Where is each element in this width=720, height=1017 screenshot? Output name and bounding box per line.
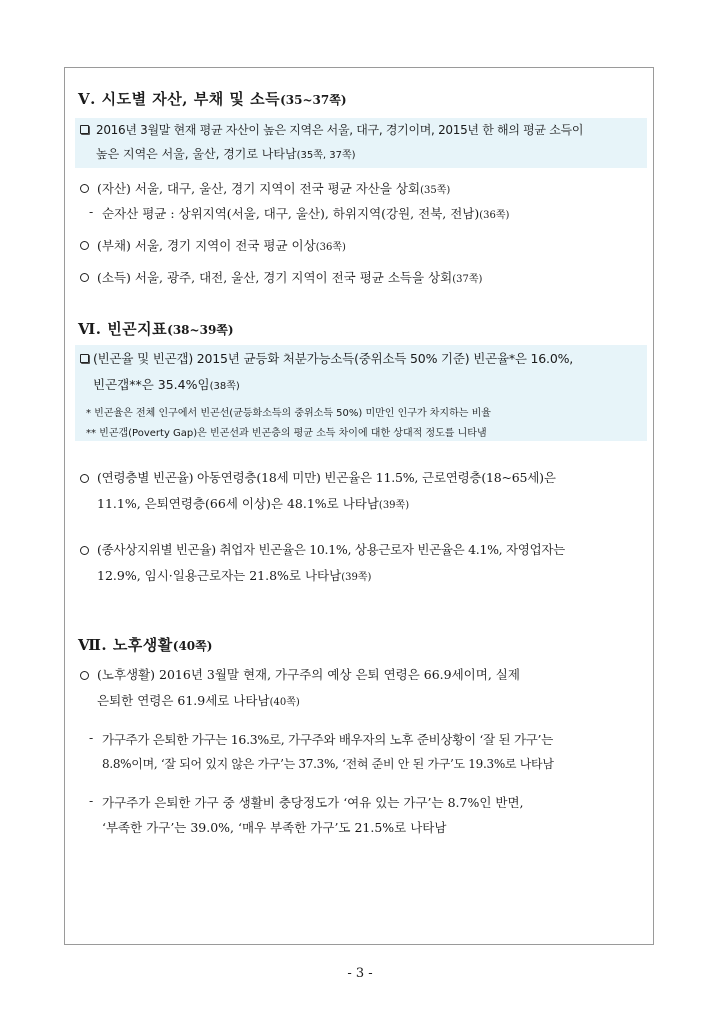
page-number: - 3 - — [347, 966, 373, 981]
circle-bullet-icon — [80, 184, 89, 193]
section-6-heading — [78, 318, 234, 339]
s5-bullet-3-ref: (37쪽) — [452, 274, 483, 285]
s6-box-line2-text: 빈곤갭**은 35.4%임 — [93, 377, 210, 392]
dash-bullet: - — [89, 793, 94, 808]
s5-bullet-2-text: (부채) 서울, 경기 지역이 전국 평균 이상 — [97, 238, 316, 253]
s6-footnote-1: * 빈곤율은 전체 인구에서 빈곤선(균등화소득의 중위소득 50%) 미만인 인구가 차지하는 비율 — [86, 408, 491, 419]
s5-box-line2-text: 높은 지역은 서울, 울산, 경기로 나타남 — [96, 147, 297, 161]
s5-bullet-2-ref: (36쪽) — [315, 242, 346, 253]
s6-bullet-2-line2 — [97, 566, 371, 584]
s5-dash-1 — [102, 204, 509, 222]
s6-bullet-1-line1: (연령층별 빈곤율) 아동연령층(18세 미만) 빈곤율은 11.5%, 근로연령층(18~65세)은 — [97, 470, 556, 485]
s5-bullet-3 — [97, 268, 482, 286]
circle-bullet-icon — [80, 671, 89, 680]
s7-bullet-1-line1: (노후생활) 2016년 3월말 현재, 가구주의 예상 은퇴 연령은 66.9세이며, 실제 — [97, 667, 520, 682]
section-5-heading — [78, 88, 347, 109]
s7-dash-1-line1: 가구주가 은퇴한 가구는 16.3%로, 가구주와 배우자의 노후 준비상황이 ‘잘 된 가구’는 — [102, 732, 553, 747]
section-6-ref: (38~39쪽) — [167, 323, 234, 337]
s6-bullet-1-line2 — [97, 494, 409, 512]
s6-box-line1: (빈곤율 및 빈곤갭) 2015년 균등화 처분가능소득(중위소득 50% 기준) 빈곤율*은 16.0%, — [93, 351, 574, 366]
circle-bullet-icon — [80, 273, 89, 282]
s5-bullet-1-text: (자산) 서울, 대구, 울산, 경기 지역이 전국 평균 자산을 상회 — [97, 181, 421, 196]
section-5-title: Ⅴ. 시도별 자산, 부채 및 소득 — [78, 90, 281, 108]
s5-box-line2 — [96, 145, 356, 162]
s6-bullet-1-line2-text: 11.1%, 은퇴연령층(66세 이상)은 48.1%로 나타남 — [97, 496, 379, 511]
square-bullet-icon — [80, 354, 89, 363]
dash-bullet: - — [89, 204, 94, 219]
s5-bullet-3-text: (소득) 서울, 광주, 대전, 울산, 경기 지역이 전국 평균 소득을 상회 — [97, 270, 453, 285]
circle-bullet-icon — [80, 474, 89, 483]
s5-bullet-1-ref: (35쪽) — [420, 185, 451, 196]
section-5-ref: (35~37쪽) — [280, 93, 347, 107]
dash-bullet: - — [89, 730, 94, 745]
s7-bullet-1-ref: (40쪽) — [269, 697, 300, 708]
s7-dash-2-line1: 가구주가 은퇴한 가구 중 생활비 충당정도가 ‘여유 있는 가구’는 8.7%인 반면, — [102, 795, 524, 810]
s5-dash-1-ref: (36쪽) — [479, 210, 510, 221]
s5-bullet-1 — [97, 179, 450, 197]
s6-bullet-2-line2-text: 12.9%, 임시·일용근로자는 21.8%로 나타남 — [97, 568, 342, 583]
section-7-title: Ⅶ. 노후생활 — [78, 636, 173, 654]
section-6-title: Ⅵ. 빈곤지표 — [78, 320, 168, 338]
circle-bullet-icon — [80, 241, 89, 250]
s7-dash-2-line2: ‘부족한 가구’는 39.0%, ‘매우 부족한 가구’도 21.5%로 나타남 — [102, 820, 447, 835]
s5-dash-1-text: 순자산 평균 : 상위지역(서울, 대구, 울산), 하위지역(강원, 전북, 전남) — [102, 206, 480, 221]
square-bullet-icon — [80, 125, 89, 134]
s6-bullet-1-ref: (39쪽) — [378, 500, 410, 511]
s6-box-line2 — [93, 375, 240, 393]
s6-box-line2-ref: (38쪽) — [209, 381, 240, 392]
s5-box-line1: 2016년 3월말 현재 평균 자산이 높은 지역은 서울, 대구, 경기이며, 2015년 한 해의 평균 소득이 — [96, 123, 584, 137]
s6-bullet-2-line1: (종사상지위별 빈곤율) 취업자 빈곤율은 10.1%, 상용근로자 빈곤율은 4.1%, 자영업자는 — [97, 542, 565, 557]
s5-bullet-2 — [97, 236, 346, 254]
section-7-heading — [78, 634, 212, 655]
s7-dash-1-line2: 8.8%이며, ‘잘 되어 있지 않은 가구’는 37.3%, ‘전혀 준비 안 된 가구’도 19.3%로 나타남 — [102, 757, 554, 771]
s6-bullet-2-ref: (39쪽) — [341, 572, 372, 583]
s7-bullet-1-line2 — [97, 691, 300, 709]
section-7-ref: (40쪽) — [172, 639, 213, 653]
circle-bullet-icon — [80, 546, 89, 555]
s7-bullet-1-line2-text: 은퇴한 연령은 61.9세로 나타남 — [97, 693, 270, 708]
s6-footnote-2: ** 빈곤갭(Poverty Gap)은 빈곤선과 빈곤층의 평균 소득 차이에 대한 상대적 정도를 니타냄 — [86, 428, 487, 439]
s5-box-line2-ref: (35쪽, 37쪽) — [296, 150, 356, 161]
